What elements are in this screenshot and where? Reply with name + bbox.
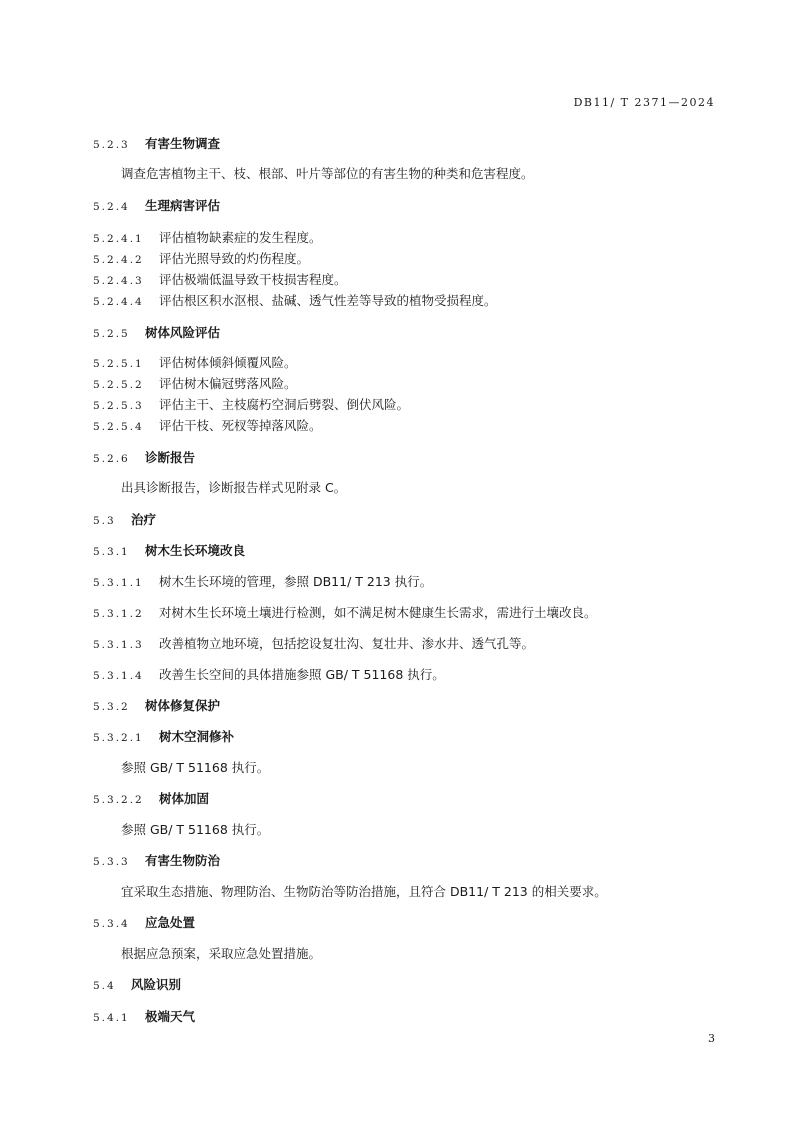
clause-text: 树木生长环境的管理，参照 DB11/ T 213 执行。	[159, 574, 433, 589]
clause-number: 5.2.5.3	[93, 400, 144, 412]
clause-number: 5.3.1.1	[93, 577, 144, 589]
clause-text: 参照 GB/ T 51168 执行。	[121, 760, 270, 775]
clause-number: 5.2.5	[93, 328, 130, 340]
clause-number: 5.2.3	[93, 139, 130, 151]
clause-number: 5.2.4.1	[93, 233, 144, 245]
clause-text: 评估根区积水沤根、盐碱、透气性差等导致的植物受损程度。	[159, 293, 497, 308]
section-heading	[93, 977, 181, 994]
section-heading	[93, 136, 220, 153]
clause-number: 5.2.6	[93, 453, 130, 465]
clause-text: 树体修复保护	[145, 698, 221, 713]
page-number: 3	[708, 1032, 715, 1045]
clause-number: 5.3.4	[93, 918, 130, 930]
list-item	[93, 251, 309, 268]
clause-text: 树体风险评估	[145, 325, 221, 340]
list-item	[93, 397, 409, 414]
clause-number: 5.2.4.4	[93, 296, 144, 308]
clause-text: 评估干枝、死杈等掉落风险。	[159, 418, 322, 433]
section-heading	[93, 915, 195, 932]
clause-text: 参照 GB/ T 51168 执行。	[121, 822, 270, 837]
section-heading	[93, 698, 220, 715]
clause-text: 树体加固	[159, 791, 210, 806]
paragraph	[121, 822, 269, 838]
clause-text: 树木空洞修补	[159, 729, 235, 744]
clause-number: 5.3	[93, 515, 116, 527]
clause-number: 5.4.1	[93, 1012, 130, 1024]
clause-text: 树木生长环境改良	[145, 543, 246, 558]
clause-number: 5.3.1	[93, 546, 130, 558]
clause-number: 5.3.1.2	[93, 608, 144, 620]
section-heading	[93, 729, 234, 746]
clause-text: 改善植物立地环境，包括挖设复壮沟、复壮井、渗水井、透气孔等。	[159, 636, 535, 651]
clause-number: 5.2.5.1	[93, 358, 144, 370]
clause-number: 5.2.4	[93, 201, 130, 213]
paragraph	[121, 946, 321, 962]
clause-number: 5.3.2	[93, 701, 130, 713]
list-item	[93, 574, 432, 591]
list-item	[93, 272, 347, 289]
clause-number: 5.2.5.4	[93, 421, 144, 433]
clause-text: 调查危害植物主干、枝、根部、叶片等部位的有害生物的种类和危害程度。	[121, 166, 534, 181]
paragraph	[121, 760, 269, 776]
clause-text: 有害生物防治	[145, 853, 221, 868]
clause-text: 评估光照导致的灼伤程度。	[159, 251, 310, 266]
list-item	[93, 230, 322, 247]
section-heading	[93, 543, 245, 560]
clause-number: 5.3.3	[93, 856, 130, 868]
list-item	[93, 605, 597, 622]
clause-text: 根据应急预案，采取应急处置措施。	[121, 946, 322, 961]
section-heading	[93, 1009, 195, 1026]
clause-text: 诊断报告	[145, 450, 196, 465]
clause-text: 改善生长空间的具体措施参照 GB/ T 51168 执行。	[159, 667, 445, 682]
clause-number: 5.2.5.2	[93, 379, 144, 391]
clause-text: 风险识别	[131, 977, 182, 992]
paragraph	[121, 884, 607, 900]
paragraph	[121, 480, 346, 496]
list-item	[93, 418, 322, 435]
clause-text: 评估主干、主枝腐朽空洞后劈裂、倒伏风险。	[159, 397, 410, 412]
section-heading	[93, 198, 220, 215]
list-item	[93, 355, 297, 372]
section-heading	[93, 791, 209, 808]
list-item	[93, 667, 445, 684]
section-heading	[93, 512, 156, 529]
section-heading	[93, 853, 220, 870]
clause-number: 5.3.2.1	[93, 732, 144, 744]
list-item	[93, 636, 534, 653]
clause-text: 评估植物缺素症的发生程度。	[159, 230, 322, 245]
clause-text: 生理病害评估	[145, 198, 221, 213]
clause-text: 应急处置	[145, 915, 196, 930]
list-item	[93, 293, 497, 310]
clause-number: 5.4	[93, 980, 116, 992]
clause-text: 评估树木偏冠劈落风险。	[159, 376, 297, 391]
clause-number: 5.3.1.3	[93, 639, 144, 651]
clause-text: 有害生物调查	[145, 136, 221, 151]
list-item	[93, 376, 297, 393]
clause-number: 5.2.4.2	[93, 254, 144, 266]
clause-number: 5.3.1.4	[93, 670, 144, 682]
clause-text: 治疗	[131, 512, 157, 527]
document-code-header: DB11/ T 2371—2024	[573, 96, 715, 109]
clause-text: 对树木生长环境土壤进行检测，如不满足树木健康生长需求，需进行土壤改良。	[159, 605, 597, 620]
clause-text: 出具诊断报告，诊断报告样式见附录 C。	[121, 480, 347, 495]
clause-number: 5.2.4.3	[93, 275, 144, 287]
paragraph	[121, 166, 534, 182]
clause-text: 宜采取生态措施、物理防治、生物防治等防治措施，且符合 DB11/ T 213 的相关要求。	[121, 884, 607, 899]
clause-text: 极端天气	[145, 1009, 196, 1024]
clause-text: 评估极端低温导致干枝损害程度。	[159, 272, 347, 287]
section-heading	[93, 450, 195, 467]
section-heading	[93, 325, 220, 342]
clause-number: 5.3.2.2	[93, 794, 144, 806]
clause-text: 评估树体倾斜倾覆风险。	[159, 355, 297, 370]
